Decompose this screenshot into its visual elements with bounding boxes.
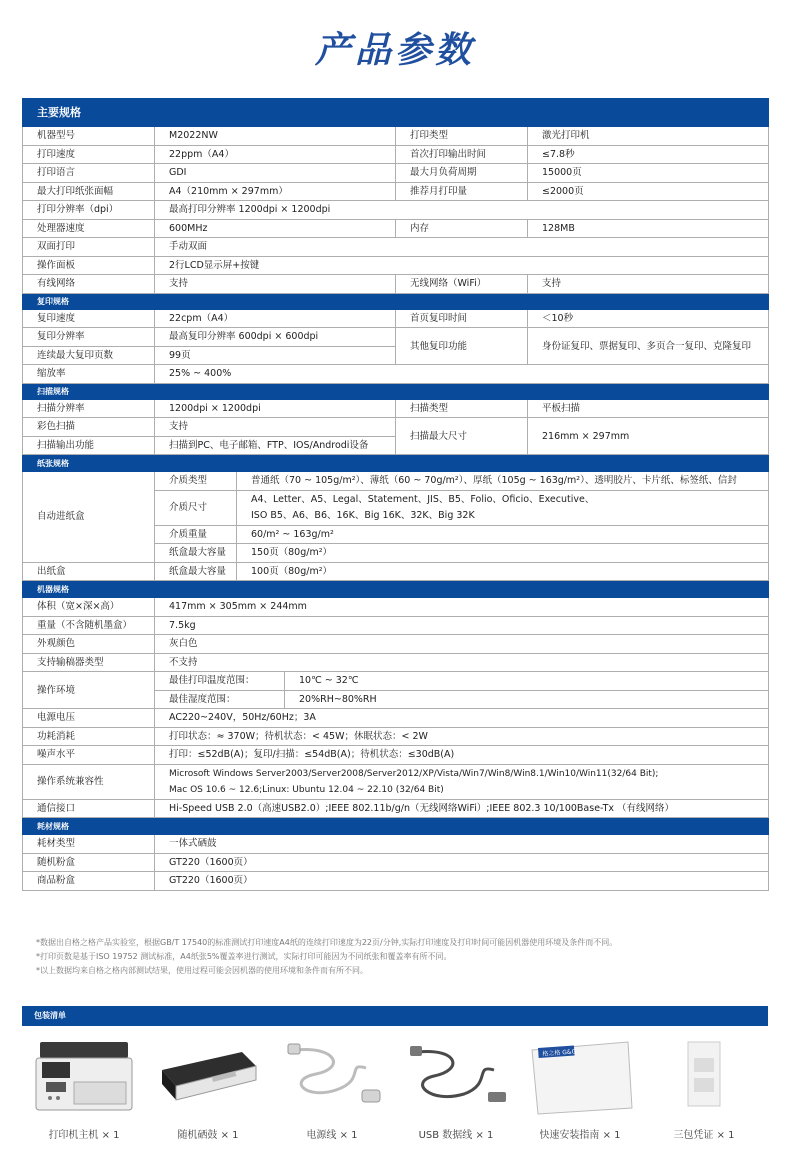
table-row: 自动进纸盒 介质类型 普通纸（70 ~ 105g/m²）、薄纸（60 ~ 70g/m²）、厚纸（105g ~ 163g/m²）、透明胶片、卡片纸、标签纸、信封 — [23, 472, 769, 491]
table-row: 打印分辨率（dpi） 最高打印分辨率 1200dpi × 1200dpi — [23, 201, 769, 220]
table-row: 打印速度 22ppm（A4） 首次打印输出时间 ≤7.8秒 — [23, 145, 769, 164]
table-row: 纸盒最大容量 150页（80g/m²） — [23, 544, 769, 563]
section-header-consumables: 耗材规格 — [23, 819, 769, 835]
media-size-line-1: A4、Letter、A5、Legal、Statement、JIS、B5、Folio、Oficio、Executive、 — [251, 493, 595, 505]
pack-list-header: 包装清单 — [22, 1006, 768, 1026]
section-header-machine: 机器规格 — [23, 582, 769, 598]
table-row: 噪声水平 打印：≤52dB(A)；复印/扫描：≤54dB(A)；待机状态：≤30dB(A) — [23, 746, 769, 765]
table-row: 操作环境 最佳打印温度范围： 10℃ ~ 32℃ — [23, 672, 769, 691]
table-row: 重量（不含随机墨盒） 7.5kg — [23, 616, 769, 635]
table-row: 操作面板 2行LCD显示屏+按键 — [23, 256, 769, 275]
section-header-main: 主要规格 — [23, 99, 769, 127]
pack-item-printer — [22, 1034, 146, 1154]
pack-item-label: 电源线 × 1 — [306, 1130, 358, 1141]
pack-list — [22, 1034, 768, 1154]
section-header-scan: 扫描规格 — [23, 383, 769, 399]
table-row: 扫描分辨率 1200dpi × 1200dpi 扫描类型 平板扫描 — [23, 399, 769, 418]
table-row: 最佳湿度范围： 20%RH~80%RH — [23, 690, 769, 709]
table-row: 连续最大复印页数 99页 — [23, 346, 769, 365]
table-row: 机器型号 M2022NW 打印类型 激光打印机 — [23, 127, 769, 146]
table-row: 功耗消耗 打印状态：≈ 370W；待机状态：< 45W；休眠状态：< 2W — [23, 727, 769, 746]
table-row: 打印语言 GDI 最大月负荷周期 15000页 — [23, 164, 769, 183]
table-row: 支持输稿器类型 不支持 — [23, 653, 769, 672]
pack-item-quick-guide — [518, 1034, 642, 1154]
pack-item-power-cord — [270, 1034, 394, 1154]
table-row: 有线网络 支持 无线网络（WiFi） 支持 — [23, 275, 769, 294]
pack-item-usb-cable — [394, 1034, 518, 1154]
table-row: 最大打印纸张面幅 A4（210mm × 297mm） 推荐月打印量 ≤2000页 — [23, 182, 769, 201]
page-title: 产品参数 — [314, 30, 475, 71]
table-row: 操作系统兼容性 Microsoft Windows Server2003/Server2008/Server2012/XP/Vista/Win7/Win8/Win8.1/Win10/Win11(32/64 Bit); Mac OS 10.6 ~ 12.6;Linux: Ubuntu 12.04 ~ 22.10 (32/64 Bit) — [23, 764, 769, 799]
table-row: 体积（宽×深×高） 417mm × 305mm × 244mm — [23, 598, 769, 617]
table-row: 彩色扫描 支持 扫描最大尺寸 216mm × 297mm — [23, 418, 769, 437]
section-header-copy: 复印规格 — [23, 293, 769, 309]
pack-item-label: 三包凭证 × 1 — [673, 1130, 735, 1141]
table-row: 电源电压 AC220~240V，50Hz/60Hz；3A — [23, 709, 769, 728]
spec-table — [22, 98, 768, 891]
section-header-paper: 纸张规格 — [23, 456, 769, 472]
table-row: 缩放率 25% ~ 400% — [23, 365, 769, 384]
svg-text:格之格 G&G: 格之格 G&G — [542, 1048, 577, 1058]
os-line-1: Microsoft Windows Server2003/Server2008/Server2012/XP/Vista/Win7/Win8/Win8.1/Win10/Win11(32/64 Bit); — [169, 768, 659, 779]
usb-cable-icon — [400, 1038, 512, 1116]
table-row: 外观颜色 灰白色 — [23, 635, 769, 654]
footnote: *数据出自格之格产品实验室，根据GB/T 17540的标准测试打印速度A4纸的连续打印速度为22页/分钟,实际打印速度及打印时间可能因机器使用环境及条件而不同。 — [36, 938, 618, 947]
pack-item-label: 随机硒鼓 × 1 — [177, 1130, 239, 1141]
os-line-2: Mac OS 10.6 ~ 12.6;Linux: Ubuntu 12.04 ~ 22.10 (32/64 Bit) — [169, 784, 444, 795]
table-row: 出纸盒 纸盒最大容量 100页（80g/m²） — [23, 562, 769, 581]
footnotes — [36, 936, 766, 978]
pack-item-label: 快速安装指南 × 1 — [539, 1130, 621, 1141]
table-row: 处理器速度 600MHz 内存 128MB — [23, 219, 769, 238]
table-row: 商品粉盒 GT220（1600页） — [23, 872, 769, 891]
printer-icon — [28, 1038, 140, 1116]
table-row: 复印分辨率 最高复印分辨率 600dpi × 600dpi 其他复印功能 身份证复印、票据复印、多页合一复印、克隆复印 — [23, 328, 769, 347]
table-row: 耗材类型 一体式硒鼓 — [23, 835, 769, 854]
pack-item-toner — [146, 1034, 270, 1154]
table-row: 扫描输出功能 扫描到PC、电子邮箱、FTP、IOS/Androdi设备 — [23, 436, 769, 455]
footnote: *以上数据均来自格之格内部测试结果，使用过程可能会因机器的使用环境和条件而有所不同。 — [36, 966, 368, 975]
footnote: *打印页数是基于ISO 19752 测试标准，A4纸张5%覆盖率进行测试，实际打印可能因为不同纸张和覆盖率有所不同。 — [36, 952, 452, 961]
media-size-line-2: ISO B5、A6、B6、16K、Big 16K、32K、Big 32K — [251, 509, 475, 521]
table-row: 介质重量 60/m² ~ 163g/m² — [23, 525, 769, 544]
table-row: 复印速度 22cpm（A4） 首页复印时间 ＜10秒 — [23, 309, 769, 328]
toner-cartridge-icon — [152, 1038, 264, 1116]
power-cord-icon — [276, 1038, 388, 1116]
guide-booklet-icon — [524, 1038, 636, 1116]
table-row: 双面打印 手动双面 — [23, 238, 769, 257]
pack-item-warranty — [642, 1034, 766, 1154]
pack-item-label: 打印机主机 × 1 — [48, 1130, 120, 1141]
table-row: 随机粉盒 GT220（1600页） — [23, 853, 769, 872]
pack-item-label: USB 数据线 × 1 — [418, 1130, 494, 1141]
table-row: 通信接口 Hi-Speed USB 2.0（高速USB2.0）;IEEE 802.11b/g/n（无线网络WiFi）;IEEE 802.3 10/100Base-Tx （有线网络） — [23, 799, 769, 818]
warranty-card-icon — [648, 1038, 760, 1116]
table-row: 介质尺寸 A4、Letter、A5、Legal、Statement、JIS、B5、Folio、Oficio、Executive、 ISO B5、A6、B6、16K、Big 16K、32K、Big 32K — [23, 490, 769, 525]
